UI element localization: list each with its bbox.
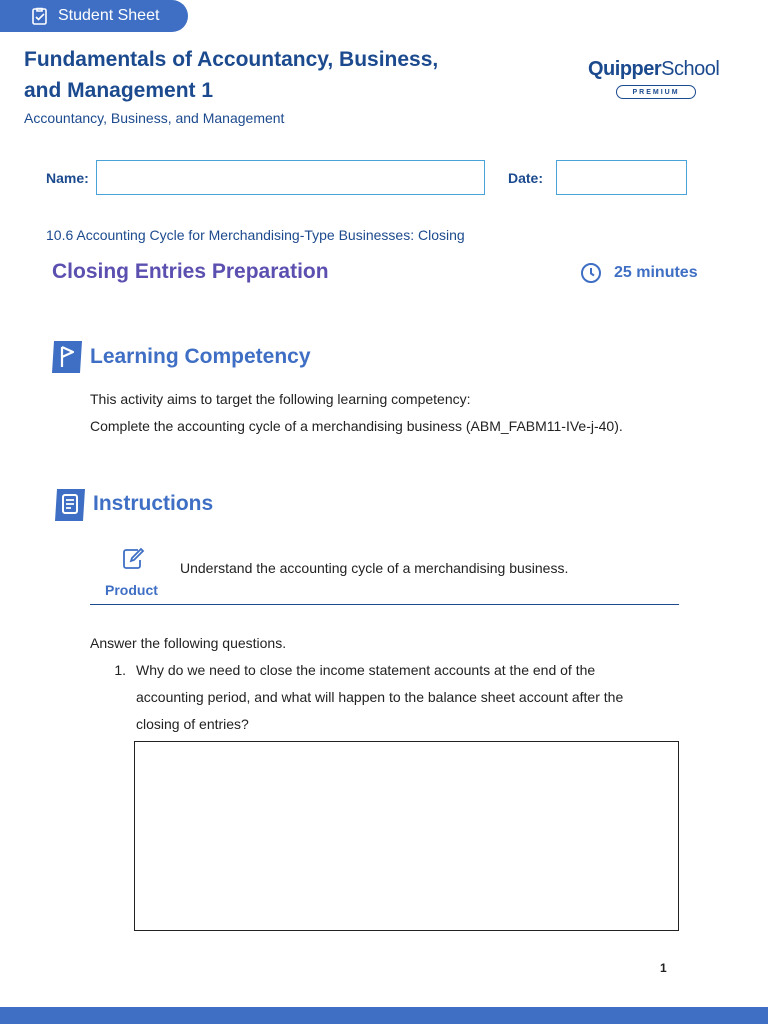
competency-text [90, 386, 623, 440]
duration-text: 25 minutes [614, 264, 698, 281]
instructions-title: Instructions [93, 492, 214, 515]
course-title-line2: and Management 1 [24, 79, 214, 102]
brand-tag: PREMIUM [616, 85, 696, 99]
competency-line1: This activity aims to target the following learning competency: [90, 391, 471, 407]
edit-document-icon [120, 546, 146, 572]
brand-logo [588, 58, 728, 99]
question-line2: accounting period, and what will happen to the balance sheet account after the [136, 689, 624, 705]
questions-intro: Answer the following questions. [90, 635, 287, 651]
duration [580, 262, 698, 284]
competency-line2: Complete the accounting cycle of a merchandising business (ABM_FABM11-IVe-j-40). [90, 418, 623, 434]
course-subtitle: Accountancy, Business, and Management [24, 110, 285, 126]
product-text: Understand the accounting cycle of a merchandising business. [180, 560, 569, 576]
divider [90, 604, 679, 605]
activity-title: Closing Entries Preparation [52, 260, 329, 283]
question-line3: closing of entries? [136, 716, 249, 732]
course-title-line1: Fundamentals of Accountancy, Business, [24, 48, 439, 71]
brand-name [588, 58, 728, 81]
student-sheet-badge [0, 0, 188, 32]
brand-name-bold: Quipper [588, 58, 662, 80]
question-item [90, 657, 680, 738]
question-text [136, 657, 680, 738]
course-title [24, 44, 544, 106]
question-list [90, 630, 680, 738]
date-field[interactable] [556, 160, 687, 195]
page-number: 1 [660, 961, 667, 975]
flag-icon [50, 338, 84, 372]
name-label: Name: [46, 170, 89, 186]
product-label: Product [105, 582, 158, 598]
question-number: 1. [114, 662, 126, 678]
answer-box[interactable] [134, 741, 679, 931]
lesson-code: 10.6 Accounting Cycle for Merchandising-Type Businesses: Closing [46, 227, 465, 243]
name-field[interactable] [96, 160, 485, 195]
footer-bar [0, 1007, 768, 1024]
clock-icon [580, 262, 602, 284]
competency-title: Learning Competency [90, 345, 311, 368]
badge-label: Student Sheet [58, 7, 160, 24]
date-label: Date: [508, 170, 544, 186]
checklist-icon [30, 6, 50, 26]
brand-name-light: School [661, 58, 720, 80]
notes-icon [53, 486, 87, 520]
question-line1: Why do we need to close the income statement accounts at the end of the [136, 662, 596, 678]
